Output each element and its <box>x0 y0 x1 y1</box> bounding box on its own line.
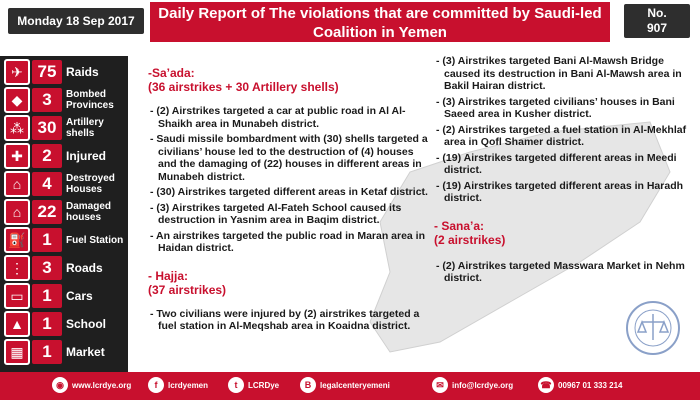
stat-raids <box>4 58 124 86</box>
facebook-icon: f <box>148 377 164 393</box>
report-number <box>624 4 690 38</box>
stat-value: 1 <box>32 284 62 308</box>
road-icon: ⋮ <box>4 255 30 281</box>
list-item: - (19) Airstrikes targeted different areas in Meedi district. <box>436 151 677 176</box>
raid-icon: ✈ <box>4 59 30 85</box>
hajja-title: - Hajja: <box>148 268 189 283</box>
map-icon: ◆ <box>4 87 30 113</box>
school-icon: ▲ <box>4 311 30 337</box>
stat-label: Market <box>66 344 105 359</box>
stat-school <box>4 310 124 338</box>
footer-twitter[interactable] <box>228 377 279 393</box>
stat-value: 1 <box>32 340 62 364</box>
injured-icon: ✚ <box>4 143 30 169</box>
stat-artillery <box>4 114 124 142</box>
stat-value: 1 <box>32 312 62 336</box>
fuel-icon: ⛽ <box>4 227 30 253</box>
saada-title: -Sa’ada: <box>148 66 195 80</box>
report-number-label: No. <box>647 6 667 20</box>
stat-label: Cars <box>66 288 93 303</box>
stat-label: Destroyed Houses <box>66 173 115 195</box>
stat-value: 30 <box>32 116 62 140</box>
sanaa-subtitle: (2 airstrikes) <box>434 232 506 247</box>
stat-label: Fuel Station <box>66 234 124 246</box>
left-column <box>148 52 428 333</box>
stat-destroyed-houses <box>4 170 124 198</box>
stat-provinces <box>4 86 124 114</box>
right-column <box>434 52 694 285</box>
artillery-icon: ⁂ <box>4 115 30 141</box>
phone-icon: ☎ <box>538 377 554 393</box>
list-item: - (2) Airstrikes targeted a car at public road in Al Al-Shaikh area in Munabeh district. <box>150 105 406 130</box>
stat-label: School <box>66 316 107 331</box>
email-icon: ✉ <box>432 377 448 393</box>
list-item: - Two civilians were injured by (2) airstrikes targeted a fuel station in Al-Meqshab area in Koaidna district. <box>150 307 420 332</box>
stat-value: 3 <box>32 88 62 112</box>
stat-label: Roads <box>66 260 103 275</box>
list-item: - (3) Airstrikes targeted Bani Al-Mawsh Bridge caused its destruction in Bani Al-Mawsh area in Bakil Hairan district. <box>436 55 682 92</box>
list-item: - (3) Airstrikes targeted Al-Fateh School caused its destruction in Yasnim area in Baqim district. <box>150 201 402 226</box>
damaged-house-icon: ⌂ <box>4 199 30 225</box>
stat-label: Damaged houses <box>66 201 112 223</box>
footer-blogger[interactable] <box>300 377 390 393</box>
footer-email[interactable] <box>432 377 513 393</box>
footer-facebook[interactable] <box>148 377 208 393</box>
sanaa-title: - Sana’a: <box>434 218 485 233</box>
footer-text: 00967 01 333 214 <box>558 380 623 390</box>
stat-value: 1 <box>32 228 62 252</box>
hajja-subtitle: (37 airstrikes) <box>148 282 227 297</box>
stat-value: 75 <box>32 60 62 84</box>
stat-value: 22 <box>32 200 62 224</box>
report-date: Monday 18 Sep 2017 <box>8 8 144 34</box>
lcrd-logo <box>622 300 684 358</box>
stats-sidebar <box>0 56 128 372</box>
list-item: - (3) Airstrikes targeted civilians’ houses in Bani Saeed area in Kusher district. <box>436 95 675 120</box>
stat-value: 3 <box>32 256 62 280</box>
blogger-icon: B <box>300 377 316 393</box>
stat-label: Artillery shells <box>66 117 104 139</box>
list-item: - Saudi missile bombardment with (30) shells targeted a civilians’ house led to the destruction of (4) houses and the damaging of (22) houses in different areas in Munabeh district. <box>150 133 428 183</box>
header <box>0 0 700 44</box>
footer-text: lcrdyemen <box>168 380 209 390</box>
stat-fuel-station <box>4 226 124 254</box>
footer-bar <box>0 372 700 400</box>
stat-value: 2 <box>32 144 62 168</box>
stat-damaged-houses <box>4 198 124 226</box>
stat-market <box>4 338 124 366</box>
footer-text: info@lcrdye.org <box>452 380 514 390</box>
list-item: - An airstrikes targeted the public road in Maran area in Haidan district. <box>150 229 426 254</box>
title-line-2: Coalition in Yemen <box>313 24 447 41</box>
twitter-icon: t <box>228 377 244 393</box>
stat-label: Raids <box>66 64 99 79</box>
report-number-value: 907 <box>646 21 668 35</box>
stat-label: Bombed Provinces <box>66 89 114 111</box>
stat-injured <box>4 142 124 170</box>
footer-website[interactable] <box>52 377 131 393</box>
footer-phone[interactable] <box>538 377 623 393</box>
report-title <box>150 4 610 42</box>
list-item: - (19) Airstrikes targeted different areas in Haradh district. <box>436 179 684 204</box>
market-icon: ▦ <box>4 339 30 365</box>
stat-cars <box>4 282 124 310</box>
stat-value: 4 <box>32 172 62 196</box>
stat-label: Injured <box>66 148 107 163</box>
list-item: - (2) Airstrikes targeted Masswara Market in Nehm district. <box>436 259 685 284</box>
stat-roads <box>4 254 124 282</box>
footer-text: LCRDye <box>248 380 280 390</box>
list-item: - (30) Airstrikes targeted different areas in Ketaf district. <box>150 186 428 198</box>
house-icon: ⌂ <box>4 171 30 197</box>
web-icon: ◉ <box>52 377 68 393</box>
list-item: - (2) Airstrikes targeted a fuel station in Al-Mekhlaf area in Qofl Shamer district. <box>436 123 687 148</box>
title-line-1: Daily Report of The violations that are committed by Saudi-led <box>158 5 602 22</box>
footer-text: www.lcrdye.org <box>72 380 132 390</box>
report-content <box>140 52 696 372</box>
saada-subtitle: (36 airstrikes + 30 Artillery shells) <box>148 80 339 94</box>
car-icon: ▭ <box>4 283 30 309</box>
footer-text: legalcenteryemeni <box>320 380 390 390</box>
